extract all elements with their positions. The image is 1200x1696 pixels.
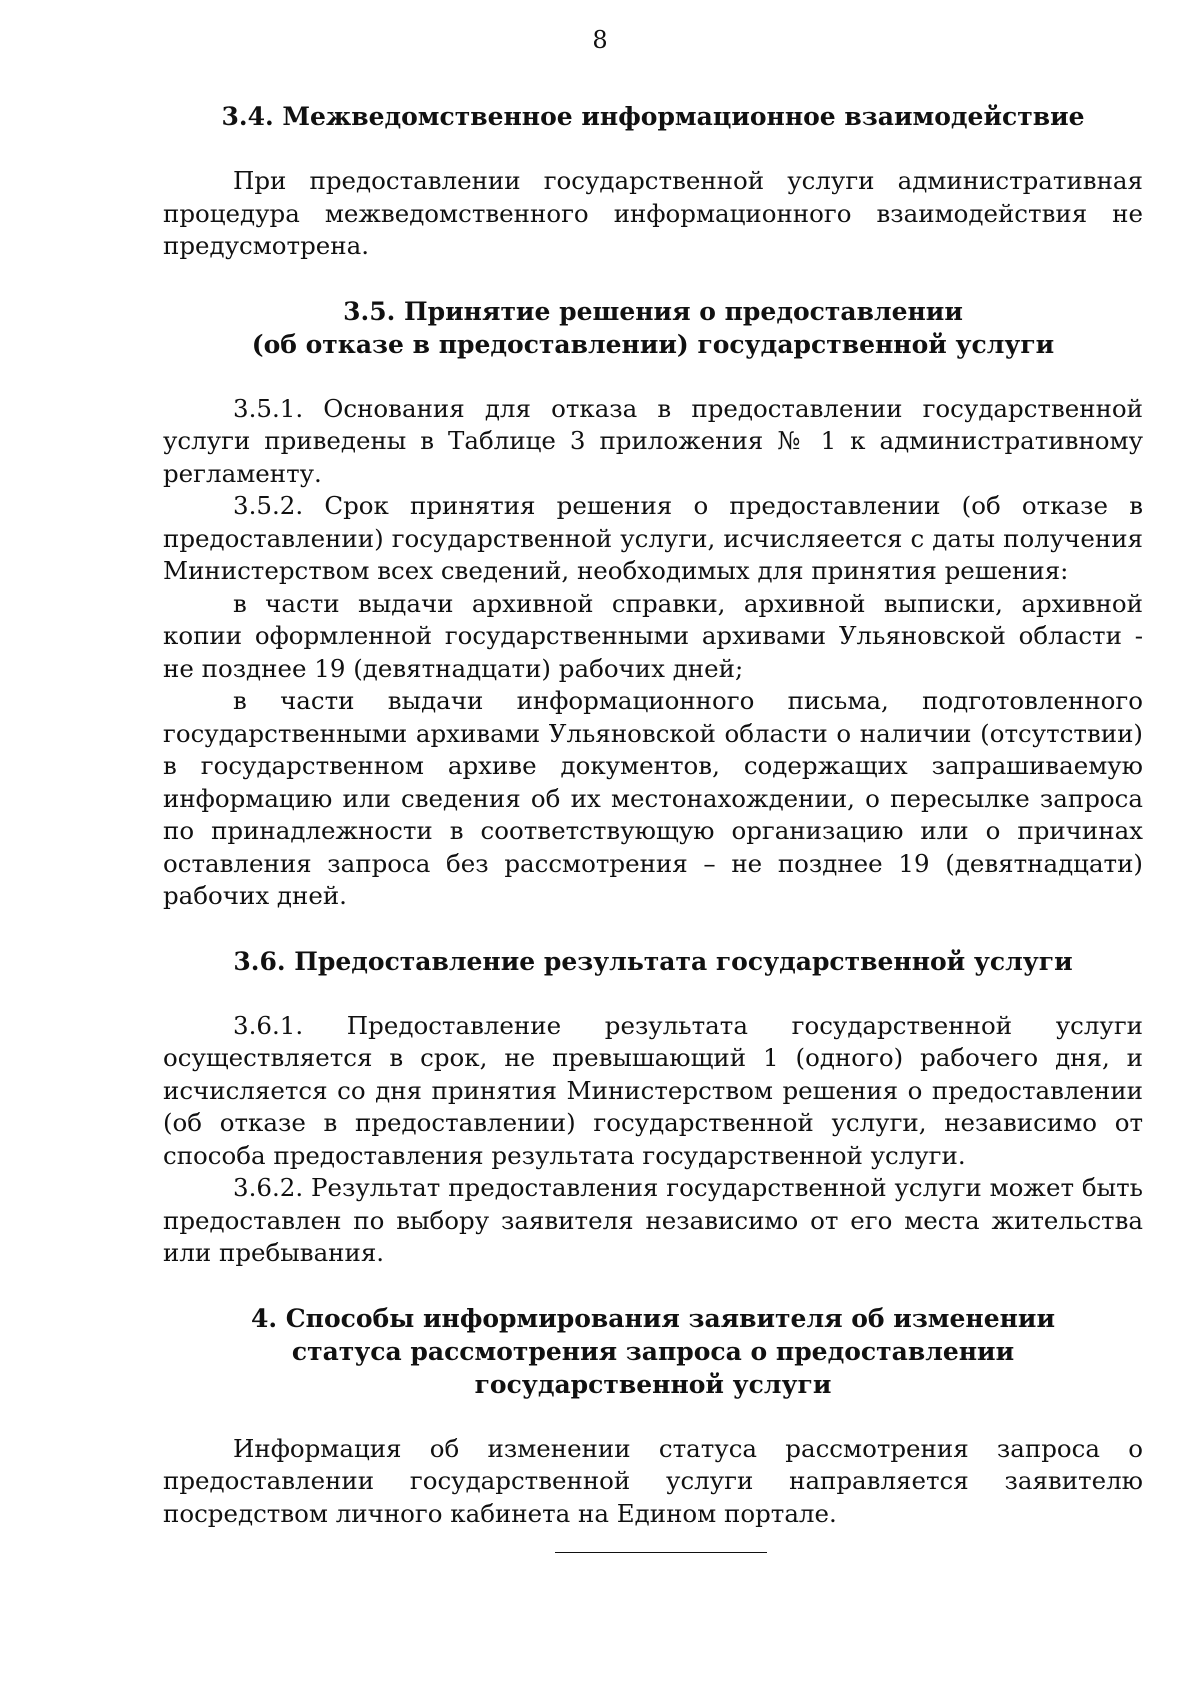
section-heading: 3.4. Межведомственное информационное взаимодействие [221,102,1085,131]
paragraph: 3.6.1. Предоставление результата государственной услуги осуществляется в срок, не превышающий 1 (одного) рабочего дня, и исчисляется со дня принятия Министерством решения о предоставлении (об отказе в предоставлении) государственной услуги, независимо от способа предоставления результата государственной услуги. [163,1010,1143,1170]
paragraph: 3.5.2. Срок принятия решения о предоставлении (об отказе в предоставлении) государственной услуги, исчисляеется с даты получения Министерством всех сведений, необходимых для принятия решения: [163,491,1143,585]
heading-line: (об отказе в предоставлении) государственной услуги [251,329,1055,359]
section-3-6 [163,945,1143,1270]
page-number: 8 [592,26,608,54]
paragraph: в части выдачи архивной справки, архивной выписки, архивной копии оформленной государственными архивами Ульяновской области - не позднее 19 (девятнадцати) рабочих дней; [163,588,1143,683]
end-divider-line [555,1552,767,1553]
section-heading [163,295,1143,361]
paragraph: 3.6.2. Результат предоставления государственной услуги может быть предоставлен по выбору заявителя независимо от его места жительства или пребывания. [163,1173,1143,1267]
paragraph: в части выдачи информационного письма, подготовленного государственными архивами Ульяновской области о наличии (отсутствии) в государственном архиве документов, содержащих запрашиваемую информацию или сведения об их местонахождении, о пересылке запроса по принадлежности в соответствующую организацию или о причинах оставления запроса без рассмотрения – не позднее 19 (девятнадцати) рабочих дней. [163,686,1143,910]
document-body [163,100,1143,1530]
section-heading: 3.6. Предоставление результата государственной услуги [233,946,1073,976]
heading-line: 3.5. Принятие решения о предоставлении [343,296,963,326]
section-4 [163,1302,1143,1531]
paragraph: Информация об изменении статуса рассмотрения запроса о предоставлении государственной услуги направляется заявителю посредством личного кабинета на Едином портале. [163,1433,1143,1528]
section-3-5 [163,295,1143,913]
paragraph: При предоставлении государственной услуги административная процедура межведомственного информационного взаимодействия не предусмотрена. [163,166,1143,260]
heading-line: 4. Способы информирования заявителя об изменении [250,1303,1056,1333]
section-heading [163,1302,1143,1401]
heading-line: статуса рассмотрения запроса о предоставлении государственной услуги [291,1336,1015,1399]
paragraph: 3.5.1. Основания для отказа в предоставлении государственной услуги приведены в Таблице 3 приложения № 1 к административному регламенту. [163,393,1143,488]
section-3-4 [163,100,1143,263]
